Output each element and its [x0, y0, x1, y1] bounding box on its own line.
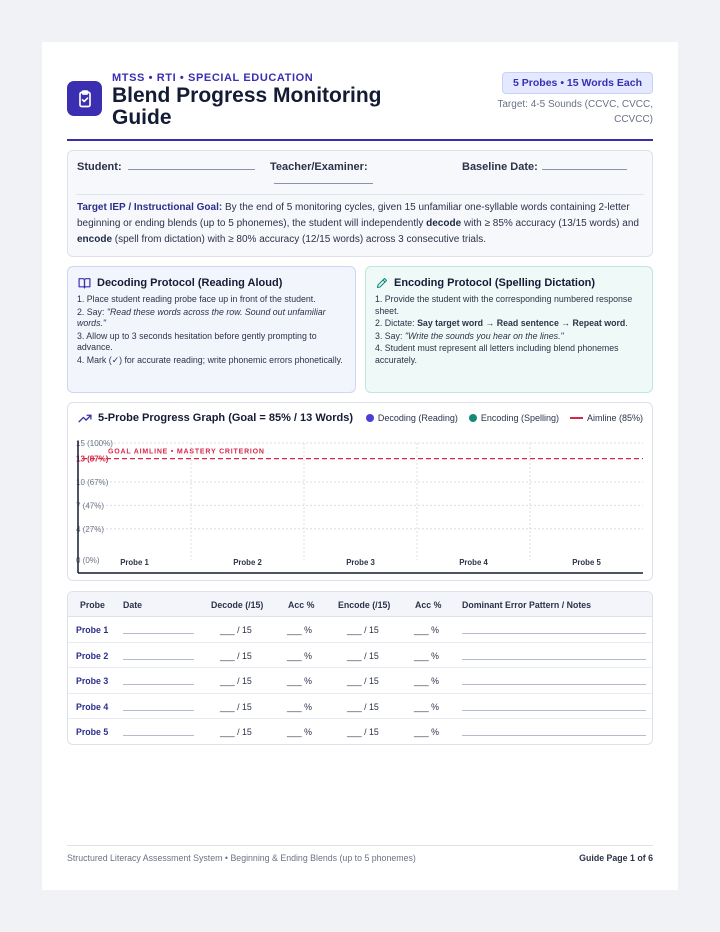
graph-heading — [78, 412, 353, 424]
date-entry-line[interactable] — [123, 710, 194, 711]
step-quote: "Write the sounds you hear on the lines." — [404, 330, 564, 341]
header-kicker: MTSS • RTI • SPECIAL EDUCATION — [112, 72, 314, 84]
table-row — [68, 694, 653, 720]
y-tick-label: 15 (100%) — [76, 439, 113, 448]
legend-decoding-label: Decoding (Reading) — [377, 413, 458, 423]
date-entry-line[interactable] — [123, 684, 194, 685]
x-tick-label: Probe 2 — [233, 558, 262, 567]
cell-probe: Probe 4 — [76, 701, 109, 712]
decoding-steps — [77, 294, 345, 367]
goal-text-part: with ≥ 85% accuracy (13/15 words) and — [461, 218, 639, 229]
goal-text-part: By the end of 5 monitoring cycles, given 15 unfamiliar one-syllable words containing 2-letter beginning or ending blends (up to 5 phonemes), the student will independently — [77, 202, 630, 229]
list-item — [375, 331, 643, 343]
x-tick-label: Probe 5 — [572, 558, 601, 567]
decoding-protocol-card — [67, 266, 356, 393]
goal-text-part: (spell from dictation) with ≥ 80% accuracy (12/15 words) across 3 consecutive trials. — [112, 234, 486, 245]
aimline-annotation: GOAL AIMLINE • MASTERY CRITERION — [108, 448, 265, 456]
cell-probe: Probe 3 — [76, 676, 109, 687]
notes-entry-line[interactable] — [462, 633, 646, 634]
date-entry-line[interactable] — [123, 659, 194, 660]
legend-encoding — [469, 413, 559, 423]
y-tick-label: 10 (67%) — [76, 478, 109, 487]
cell-encode[interactable]: ___ / 15 — [347, 676, 379, 687]
encoding-protocol-card — [365, 266, 653, 393]
date-entry-line[interactable] — [123, 735, 194, 736]
iep-goal-text — [77, 200, 643, 248]
encoding-protocol-title: Encoding Protocol (Spelling Dictation) — [394, 277, 596, 289]
cell-decode[interactable]: ___ / 15 — [220, 701, 252, 712]
cell-decode[interactable]: ___ / 15 — [220, 676, 252, 687]
worksheet-page — [42, 42, 678, 890]
table-row — [68, 668, 653, 694]
cell-acc1[interactable]: ___ % — [287, 625, 312, 635]
step-quote: "Read these words across the row. Sound out unfamiliar words." — [77, 306, 326, 328]
cell-acc2[interactable]: ___ % — [414, 650, 439, 661]
y-tick-label: 13 (87%) — [76, 454, 109, 464]
graph-plot — [68, 429, 654, 581]
cell-acc1[interactable]: ___ % — [287, 701, 312, 712]
page-title: Blend Progress Monitoring Guide — [112, 84, 382, 129]
x-tick-label: Probe 4 — [459, 558, 488, 567]
student-info-box — [67, 150, 653, 257]
target-sounds-text: Target: 4-5 Sounds (CCVC, CVCC, CCVCC) — [497, 99, 653, 125]
pencil-icon — [376, 277, 388, 289]
aimline-swatch — [570, 417, 583, 419]
list-item: 1. Provide the student with the corresponding numbered response sheet. — [375, 294, 633, 316]
notes-entry-line[interactable] — [462, 684, 646, 685]
encoding-protocol-heading — [376, 277, 595, 289]
notes-entry-line[interactable] — [462, 710, 646, 711]
probe-count-badge: 5 Probes • 15 Words Each — [502, 72, 653, 94]
col-header-probe: Probe — [80, 600, 105, 610]
probe-results-table — [67, 591, 653, 745]
cell-decode[interactable]: ___ / 15 — [220, 625, 252, 635]
cell-acc1[interactable]: ___ % — [287, 676, 312, 687]
cell-encode[interactable]: ___ / 15 — [347, 727, 379, 738]
step-prefix: 2. Dictate: — [375, 318, 418, 328]
list-item: 4. Student must represent all letters including blend phonemes accurately. — [375, 343, 619, 365]
list-item: 3. Allow up to 3 seconds hesitation before gently prompting to advance. — [77, 330, 317, 352]
page-number: Guide Page 1 of 6 — [579, 853, 653, 863]
student-label: Student: — [77, 161, 122, 173]
decoding-protocol-title: Decoding Protocol (Reading Aloud) — [97, 277, 283, 289]
y-tick-label: 0 (0%) — [76, 556, 100, 565]
notes-entry-line[interactable] — [462, 735, 646, 736]
y-tick-label: 4 (27%) — [76, 524, 105, 534]
legend-decoding — [366, 413, 458, 423]
x-tick-label: Probe 3 — [346, 558, 375, 567]
col-header-encode: Encode (/15) — [338, 600, 391, 610]
cell-decode[interactable]: ___ / 15 — [220, 727, 252, 738]
table-row — [68, 617, 653, 643]
legend-encoding-label: Encoding (Spelling) — [480, 413, 559, 423]
table-header — [68, 592, 653, 617]
student-name-field[interactable] — [128, 169, 255, 170]
cell-probe: Probe 1 — [76, 625, 109, 635]
decoding-swatch — [366, 414, 374, 422]
encoding-swatch — [469, 414, 477, 422]
teacher-name-field[interactable] — [274, 183, 373, 184]
table-row — [68, 643, 653, 669]
cell-acc2[interactable]: ___ % — [414, 625, 439, 635]
header — [67, 70, 653, 142]
progress-graph — [67, 402, 653, 581]
notes-entry-line[interactable] — [462, 659, 646, 660]
list-item: 1. Place student reading probe face up in front of the student. — [77, 294, 316, 304]
cell-acc2[interactable]: ___ % — [414, 676, 439, 687]
step-prefix: 2. Say: — [77, 306, 107, 317]
y-tick-label: 7 (47%) — [76, 501, 105, 511]
date-entry-line[interactable] — [123, 633, 194, 634]
cell-encode[interactable]: ___ / 15 — [347, 650, 379, 661]
cell-acc2[interactable]: ___ % — [414, 727, 439, 738]
encoding-steps — [375, 294, 643, 367]
col-header-encode-acc: Acc % — [415, 600, 442, 610]
list-item: 4. Mark (✓) for accurate reading; write phonemic errors phonetically. — [77, 354, 343, 365]
step-prefix: 3. Say: — [375, 330, 405, 341]
graph-title: 5-Probe Progress Graph (Goal = 85% / 13 Words) — [98, 412, 354, 424]
cell-probe: Probe 2 — [76, 650, 109, 661]
book-icon — [78, 277, 91, 289]
decoding-protocol-heading — [78, 277, 282, 289]
legend-aimline — [570, 413, 643, 423]
baseline-date-label: Baseline Date: — [462, 161, 538, 173]
cell-decode[interactable]: ___ / 15 — [220, 650, 252, 661]
list-item — [77, 307, 345, 330]
cell-encode[interactable]: ___ / 15 — [347, 625, 379, 635]
trending-up-icon — [78, 413, 92, 424]
list-item — [375, 318, 643, 330]
cell-acc1[interactable]: ___ % — [287, 727, 312, 738]
header-divider — [67, 139, 653, 141]
goal-encode-word: encode — [77, 234, 113, 245]
goal-label: Target IEP / Instructional Goal: — [77, 202, 223, 213]
footer-text: Structured Literacy Assessment System • Beginning & Ending Blends (up to 5 phonemes) — [67, 853, 416, 863]
cell-acc1[interactable]: ___ % — [287, 650, 312, 661]
goal-decode-word: decode — [426, 218, 462, 229]
footer-divider — [67, 845, 653, 846]
cell-acc2[interactable]: ___ % — [414, 701, 439, 712]
cell-encode[interactable]: ___ / 15 — [347, 701, 379, 712]
baseline-date-field[interactable] — [542, 169, 627, 170]
col-header-date: Date — [123, 600, 143, 610]
col-header-decode-acc: Acc % — [288, 600, 315, 610]
legend-aimline-label: Aimline (85%) — [586, 413, 643, 423]
cell-probe: Probe 5 — [76, 727, 109, 738]
col-header-notes: Dominant Error Pattern / Notes — [462, 600, 592, 610]
graph-legend — [355, 413, 643, 423]
step-bold: Say target word → Read sentence → Repeat word — [417, 318, 626, 328]
x-tick-label: Probe 1 — [120, 558, 149, 567]
col-header-decode: Decode (/15) — [211, 600, 264, 610]
clipboard-icon — [67, 81, 102, 116]
student-box-divider — [76, 194, 644, 195]
teacher-label: Teacher/Examiner: — [270, 161, 368, 173]
table-row — [68, 719, 653, 745]
step-suffix: . — [625, 318, 628, 328]
